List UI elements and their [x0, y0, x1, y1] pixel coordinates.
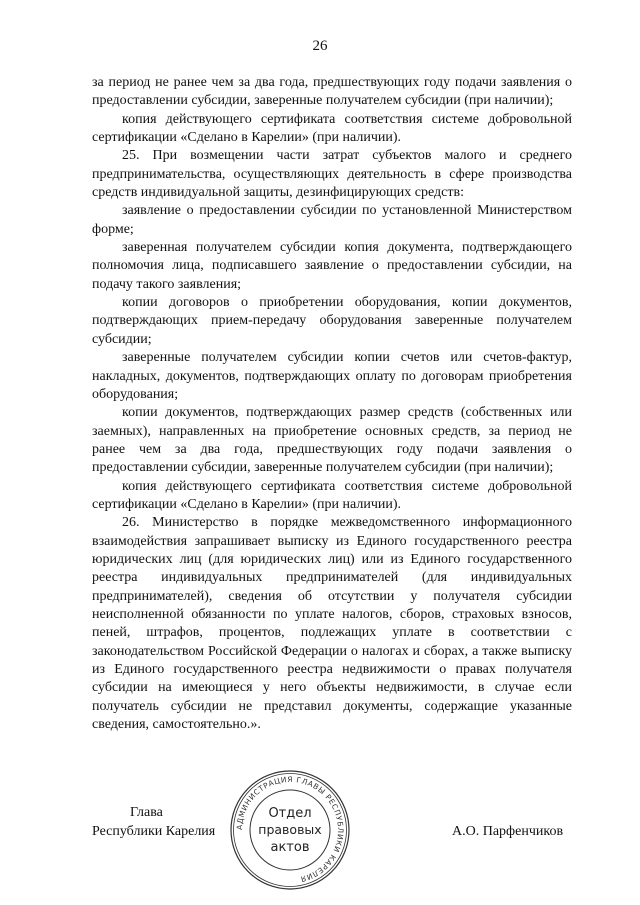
stamp-line-1: Отдел — [268, 806, 312, 821]
document-body — [92, 74, 572, 734]
paragraph: заверенная получателем субсидии копия документа, подтверждающего полномочия лица, подписавшего заявление о предоставлении субсидии, на подачу такого заявления; — [92, 240, 572, 292]
page-number: 26 — [312, 38, 328, 54]
signatory-name: А.О. Парфенчиков — [452, 824, 564, 839]
signatory-title-line1: Глава — [130, 805, 163, 820]
paragraph: 26. Министерство в порядке межведомственного информационного взаимодействия запрашивает выписку из Единого государственного реестра юридических лиц (для юридических лиц) или из Единого государственного реестра индивидуальных предпринимателей (для индивидуальных предпринимателей), сведения об отсутствии у получателя субсидии неисполненной обязанности по уплате налогов, сборов, страховых взносов, пеней, штрафов, процентов, подлежащих уплате в соответствии с законодательством Российской Федерации о налогах и сборах, а также выписку из Единого государственного реестра недвижимости о правах получателя субсидии на имеющиеся у него объекты недвижимости, в случае если получатель субсидии не представил документы, содержащие указанные сведения, самостоятельно.». — [92, 515, 572, 733]
stamp-line-2: правовых — [258, 822, 322, 837]
paragraph: копии документов, подтверждающих размер средств (собственных или заемных), направленных на приобретение основных средств, за период не ранее чем за два года, предшествующих году подачи заявления о предоставлении субсидии, заверенные получателем субсидии (при наличии); — [92, 405, 572, 476]
paragraph: 25. При возмещении части затрат субъектов малого и среднего предпринимательства, осуществляющих деятельность в сфере производства средств индивидуальной защиты, дезинфицирующих средств: — [92, 148, 572, 201]
signatory-title — [92, 803, 242, 841]
legal-department-stamp — [228, 768, 352, 892]
stamp-line-3: актов — [270, 840, 310, 855]
paragraph: копия действующего сертификата соответствия системе добровольной сертификации «Сделано в Карелии» (при наличии). — [92, 111, 572, 146]
signatory-title-line2: Республики Карелия — [92, 824, 216, 839]
stamp-ring-text: АДМИНИСТРАЦИЯ ГЛАВЫ РЕСПУБЛИКИ КАРЕЛИЯ — [234, 774, 346, 884]
paragraph: копии договоров о приобретении оборудования, копии документов, подтверждающих прием-передачу оборудования заверенные получателем субсидии; — [92, 295, 572, 347]
paragraph: копия действующего сертификата соответствия системе добровольной сертификации «Сделано в Карелии» (при наличии). — [92, 478, 572, 512]
paragraph: заявление о предоставлении субсидии по установленной Министерством форме; — [92, 203, 572, 237]
paragraph: за период не ранее чем за два года, предшествующих году подачи заявления о предоставлении субсидии, заверенные получателем субсидии (при наличии); — [92, 75, 572, 109]
paragraph: заверенные получателем субсидии копии счетов или счетов-фактур, накладных, документов, подтверждающих оплату по договорам приобретения оборудования; — [92, 350, 572, 402]
